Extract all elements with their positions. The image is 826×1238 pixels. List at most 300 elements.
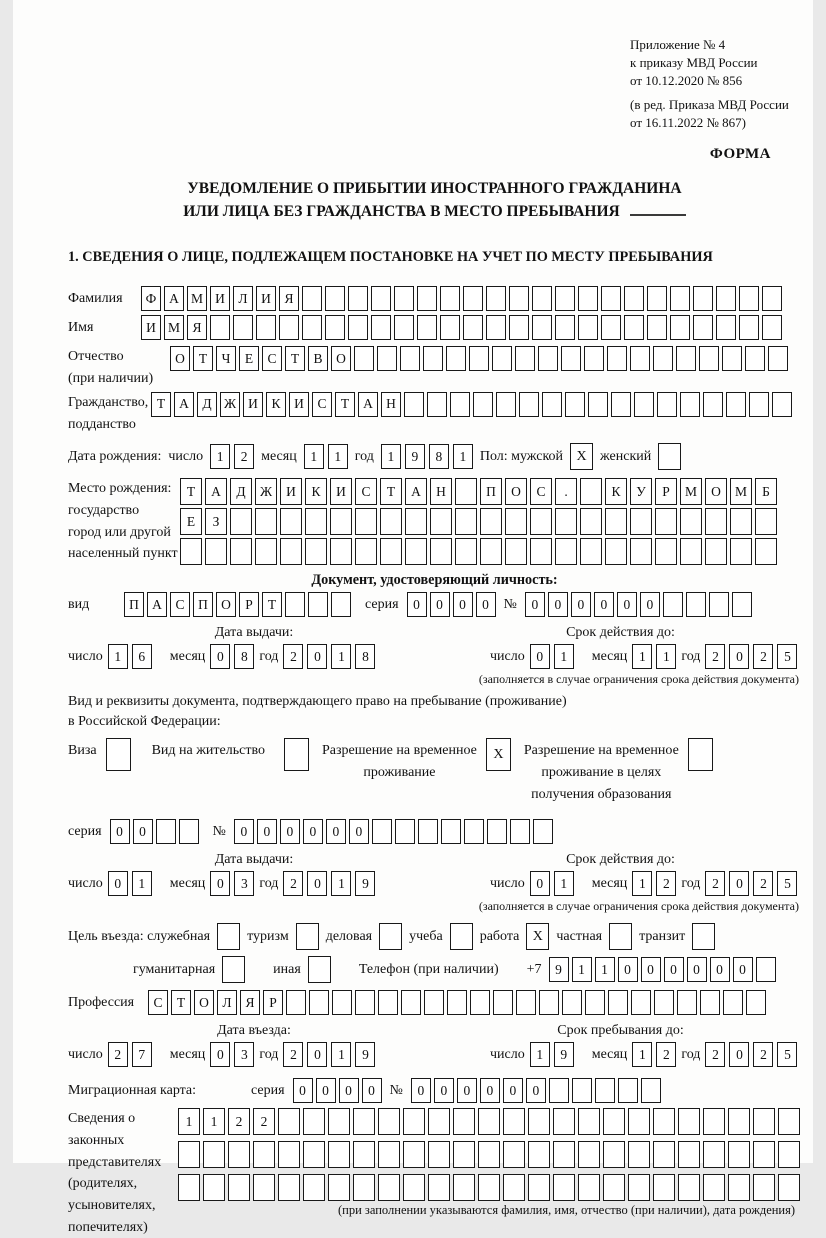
char-cell[interactable]: 0 — [362, 1078, 382, 1103]
char-cell[interactable]: Б — [755, 478, 777, 505]
char-cell[interactable]: Я — [187, 315, 207, 340]
char-cell[interactable]: И — [289, 392, 309, 417]
char-cell[interactable] — [328, 1174, 350, 1201]
char-cell[interactable] — [253, 1141, 275, 1168]
char-cell[interactable] — [353, 1141, 375, 1168]
char-cell[interactable] — [515, 346, 535, 371]
char-cell[interactable] — [353, 1174, 375, 1201]
char-cell[interactable] — [677, 990, 697, 1015]
char-cell[interactable]: 1 — [328, 444, 348, 469]
char-cell[interactable]: Т — [151, 392, 171, 417]
char-cell[interactable] — [403, 1108, 425, 1135]
char-cell[interactable] — [722, 346, 742, 371]
char-cell[interactable] — [403, 1141, 425, 1168]
char-cell[interactable]: 0 — [326, 819, 346, 844]
char-cell[interactable] — [728, 1141, 750, 1168]
char-cell[interactable] — [156, 819, 176, 844]
char-cell[interactable] — [404, 392, 424, 417]
char-cell[interactable] — [303, 1174, 325, 1201]
char-cell[interactable] — [178, 1174, 200, 1201]
char-cell[interactable]: П — [193, 592, 213, 617]
char-cell[interactable] — [430, 538, 452, 565]
char-cell[interactable]: 2 — [705, 871, 725, 896]
char-cell[interactable] — [755, 508, 777, 535]
char-cell[interactable]: И — [210, 286, 230, 311]
char-cell[interactable]: 2 — [228, 1108, 250, 1135]
char-cell[interactable] — [355, 990, 375, 1015]
char-cell[interactable] — [505, 508, 527, 535]
permit-temp-checkbox[interactable]: X — [486, 738, 511, 771]
purpose-humanitarian-checkbox[interactable] — [222, 956, 245, 983]
char-cell[interactable] — [532, 286, 552, 311]
char-cell[interactable] — [631, 990, 651, 1015]
char-cell[interactable]: 0 — [640, 592, 660, 617]
char-cell[interactable]: 0 — [729, 644, 749, 669]
char-cell[interactable]: О — [705, 478, 727, 505]
char-cell[interactable]: К — [266, 392, 286, 417]
char-cell[interactable] — [178, 1141, 200, 1168]
char-cell[interactable]: И — [141, 315, 161, 340]
char-cell[interactable] — [417, 315, 437, 340]
char-cell[interactable]: Р — [239, 592, 259, 617]
char-cell[interactable]: 2 — [753, 644, 773, 669]
char-cell[interactable]: 5 — [777, 871, 797, 896]
char-cell[interactable] — [280, 508, 302, 535]
char-cell[interactable] — [565, 392, 585, 417]
char-cell[interactable] — [473, 392, 493, 417]
char-cell[interactable] — [427, 392, 447, 417]
char-cell[interactable] — [603, 1174, 625, 1201]
char-cell[interactable]: С — [312, 392, 332, 417]
char-cell[interactable]: Р — [263, 990, 283, 1015]
char-cell[interactable] — [256, 315, 276, 340]
char-cell[interactable]: 2 — [705, 1042, 725, 1067]
char-cell[interactable] — [533, 819, 553, 844]
char-cell[interactable]: Д — [230, 478, 252, 505]
purpose-private-checkbox[interactable] — [609, 923, 632, 950]
char-cell[interactable] — [709, 592, 729, 617]
char-cell[interactable]: 1 — [304, 444, 324, 469]
char-cell[interactable] — [279, 315, 299, 340]
char-cell[interactable] — [285, 592, 305, 617]
char-cell[interactable] — [440, 286, 460, 311]
char-cell[interactable] — [446, 346, 466, 371]
char-cell[interactable]: Т — [171, 990, 191, 1015]
char-cell[interactable]: С — [148, 990, 168, 1015]
char-cell[interactable]: 7 — [132, 1042, 152, 1067]
char-cell[interactable] — [305, 508, 327, 535]
char-cell[interactable] — [561, 346, 581, 371]
char-cell[interactable]: 0 — [525, 592, 545, 617]
char-cell[interactable]: Т — [180, 478, 202, 505]
char-cell[interactable]: 8 — [429, 444, 449, 469]
char-cell[interactable] — [585, 990, 605, 1015]
char-cell[interactable] — [378, 1141, 400, 1168]
char-cell[interactable]: 5 — [777, 644, 797, 669]
char-cell[interactable] — [424, 990, 444, 1015]
char-cell[interactable] — [553, 1108, 575, 1135]
char-cell[interactable]: М — [164, 315, 184, 340]
char-cell[interactable] — [542, 392, 562, 417]
char-cell[interactable] — [253, 1174, 275, 1201]
char-cell[interactable] — [493, 990, 513, 1015]
char-cell[interactable] — [630, 346, 650, 371]
char-cell[interactable]: 1 — [331, 871, 351, 896]
char-cell[interactable]: 0 — [710, 957, 730, 982]
char-cell[interactable]: В — [308, 346, 328, 371]
char-cell[interactable] — [655, 538, 677, 565]
char-cell[interactable]: П — [480, 478, 502, 505]
char-cell[interactable] — [441, 819, 461, 844]
char-cell[interactable]: 1 — [331, 644, 351, 669]
char-cell[interactable] — [348, 286, 368, 311]
char-cell[interactable] — [703, 1141, 725, 1168]
char-cell[interactable] — [378, 1108, 400, 1135]
char-cell[interactable] — [530, 508, 552, 535]
char-cell[interactable]: Д — [197, 392, 217, 417]
char-cell[interactable] — [487, 819, 507, 844]
char-cell[interactable] — [618, 1078, 638, 1103]
char-cell[interactable]: Е — [239, 346, 259, 371]
char-cell[interactable]: Р — [655, 478, 677, 505]
char-cell[interactable] — [302, 315, 322, 340]
char-cell[interactable] — [371, 315, 391, 340]
char-cell[interactable]: И — [280, 478, 302, 505]
sex-male-checkbox[interactable]: X — [570, 443, 593, 470]
char-cell[interactable] — [555, 315, 575, 340]
char-cell[interactable]: 0 — [210, 644, 230, 669]
char-cell[interactable]: 0 — [293, 1078, 313, 1103]
char-cell[interactable] — [745, 346, 765, 371]
char-cell[interactable] — [405, 538, 427, 565]
char-cell[interactable] — [578, 1108, 600, 1135]
char-cell[interactable] — [308, 592, 328, 617]
char-cell[interactable]: 1 — [210, 444, 230, 469]
char-cell[interactable]: 0 — [503, 1078, 523, 1103]
purpose-other-checkbox[interactable] — [308, 956, 331, 983]
char-cell[interactable] — [647, 286, 667, 311]
char-cell[interactable]: 0 — [411, 1078, 431, 1103]
char-cell[interactable]: Т — [285, 346, 305, 371]
char-cell[interactable] — [699, 346, 719, 371]
char-cell[interactable]: 0 — [480, 1078, 500, 1103]
char-cell[interactable] — [528, 1141, 550, 1168]
char-cell[interactable]: 3 — [234, 1042, 254, 1067]
char-cell[interactable]: А — [164, 286, 184, 311]
char-cell[interactable] — [653, 346, 673, 371]
char-cell[interactable] — [578, 1174, 600, 1201]
char-cell[interactable] — [400, 346, 420, 371]
char-cell[interactable] — [278, 1108, 300, 1135]
char-cell[interactable] — [405, 508, 427, 535]
char-cell[interactable] — [730, 508, 752, 535]
char-cell[interactable] — [179, 819, 199, 844]
char-cell[interactable] — [478, 1108, 500, 1135]
char-cell[interactable] — [628, 1141, 650, 1168]
char-cell[interactable] — [380, 508, 402, 535]
char-cell[interactable] — [746, 990, 766, 1015]
char-cell[interactable]: 0 — [548, 592, 568, 617]
char-cell[interactable] — [580, 508, 602, 535]
char-cell[interactable] — [510, 819, 530, 844]
char-cell[interactable]: 0 — [476, 592, 496, 617]
char-cell[interactable]: 1 — [595, 957, 615, 982]
char-cell[interactable] — [455, 508, 477, 535]
char-cell[interactable]: 0 — [687, 957, 707, 982]
char-cell[interactable]: С — [262, 346, 282, 371]
char-cell[interactable] — [778, 1108, 800, 1135]
char-cell[interactable] — [601, 315, 621, 340]
char-cell[interactable]: С — [170, 592, 190, 617]
char-cell[interactable]: О — [170, 346, 190, 371]
char-cell[interactable] — [680, 392, 700, 417]
char-cell[interactable] — [394, 315, 414, 340]
char-cell[interactable] — [486, 315, 506, 340]
blank-underline[interactable] — [630, 201, 686, 216]
char-cell[interactable] — [686, 592, 706, 617]
char-cell[interactable]: 0 — [316, 1078, 336, 1103]
char-cell[interactable] — [480, 508, 502, 535]
char-cell[interactable]: Е — [180, 508, 202, 535]
char-cell[interactable]: А — [174, 392, 194, 417]
char-cell[interactable] — [595, 1078, 615, 1103]
char-cell[interactable]: Н — [430, 478, 452, 505]
char-cell[interactable]: 0 — [307, 1042, 327, 1067]
purpose-transit-checkbox[interactable] — [692, 923, 715, 950]
char-cell[interactable] — [549, 1078, 569, 1103]
char-cell[interactable] — [728, 1108, 750, 1135]
char-cell[interactable] — [371, 286, 391, 311]
permit-edu-checkbox[interactable] — [688, 738, 713, 771]
char-cell[interactable] — [455, 478, 477, 505]
char-cell[interactable] — [228, 1174, 250, 1201]
char-cell[interactable] — [753, 1174, 775, 1201]
char-cell[interactable] — [530, 538, 552, 565]
char-cell[interactable] — [603, 1108, 625, 1135]
char-cell[interactable] — [732, 592, 752, 617]
char-cell[interactable] — [578, 1141, 600, 1168]
char-cell[interactable] — [703, 1174, 725, 1201]
char-cell[interactable] — [330, 508, 352, 535]
char-cell[interactable]: 0 — [339, 1078, 359, 1103]
char-cell[interactable]: К — [605, 478, 627, 505]
char-cell[interactable] — [378, 1174, 400, 1201]
char-cell[interactable]: 0 — [729, 1042, 749, 1067]
char-cell[interactable] — [430, 508, 452, 535]
char-cell[interactable] — [716, 286, 736, 311]
char-cell[interactable] — [519, 392, 539, 417]
char-cell[interactable] — [703, 392, 723, 417]
char-cell[interactable] — [325, 315, 345, 340]
char-cell[interactable] — [528, 1174, 550, 1201]
char-cell[interactable] — [584, 346, 604, 371]
char-cell[interactable] — [553, 1174, 575, 1201]
char-cell[interactable]: 1 — [554, 871, 574, 896]
char-cell[interactable] — [605, 538, 627, 565]
char-cell[interactable] — [453, 1141, 475, 1168]
char-cell[interactable] — [762, 315, 782, 340]
char-cell[interactable] — [278, 1141, 300, 1168]
char-cell[interactable]: 2 — [753, 1042, 773, 1067]
char-cell[interactable] — [778, 1141, 800, 1168]
char-cell[interactable] — [653, 1174, 675, 1201]
char-cell[interactable]: 0 — [530, 871, 550, 896]
char-cell[interactable]: 1 — [632, 871, 652, 896]
char-cell[interactable] — [331, 592, 351, 617]
char-cell[interactable] — [328, 1141, 350, 1168]
char-cell[interactable]: 1 — [554, 644, 574, 669]
char-cell[interactable] — [210, 315, 230, 340]
char-cell[interactable]: 2 — [234, 444, 254, 469]
char-cell[interactable] — [353, 1108, 375, 1135]
purpose-business-checkbox[interactable] — [379, 923, 402, 950]
char-cell[interactable]: 9 — [355, 1042, 375, 1067]
char-cell[interactable]: 2 — [753, 871, 773, 896]
char-cell[interactable]: 0 — [617, 592, 637, 617]
char-cell[interactable] — [762, 286, 782, 311]
char-cell[interactable]: 1 — [632, 1042, 652, 1067]
char-cell[interactable]: 0 — [618, 957, 638, 982]
char-cell[interactable] — [578, 315, 598, 340]
char-cell[interactable] — [624, 286, 644, 311]
char-cell[interactable]: К — [305, 478, 327, 505]
char-cell[interactable]: 2 — [656, 1042, 676, 1067]
char-cell[interactable] — [654, 990, 674, 1015]
char-cell[interactable] — [703, 1108, 725, 1135]
char-cell[interactable] — [332, 990, 352, 1015]
char-cell[interactable]: 8 — [234, 644, 254, 669]
char-cell[interactable] — [503, 1141, 525, 1168]
char-cell[interactable] — [469, 346, 489, 371]
char-cell[interactable] — [503, 1108, 525, 1135]
char-cell[interactable] — [705, 508, 727, 535]
char-cell[interactable] — [778, 1174, 800, 1201]
char-cell[interactable] — [630, 538, 652, 565]
char-cell[interactable]: 0 — [733, 957, 753, 982]
char-cell[interactable]: 0 — [530, 644, 550, 669]
char-cell[interactable] — [395, 819, 415, 844]
char-cell[interactable]: 1 — [331, 1042, 351, 1067]
char-cell[interactable]: Ч — [216, 346, 236, 371]
char-cell[interactable]: 2 — [108, 1042, 128, 1067]
char-cell[interactable] — [693, 286, 713, 311]
char-cell[interactable]: 1 — [572, 957, 592, 982]
char-cell[interactable]: 0 — [664, 957, 684, 982]
char-cell[interactable] — [403, 1174, 425, 1201]
char-cell[interactable] — [753, 1108, 775, 1135]
char-cell[interactable]: 2 — [656, 871, 676, 896]
char-cell[interactable] — [716, 315, 736, 340]
char-cell[interactable]: 2 — [283, 871, 303, 896]
char-cell[interactable]: 0 — [210, 1042, 230, 1067]
char-cell[interactable]: З — [205, 508, 227, 535]
char-cell[interactable] — [676, 346, 696, 371]
char-cell[interactable]: 0 — [108, 871, 128, 896]
char-cell[interactable] — [380, 538, 402, 565]
char-cell[interactable] — [580, 538, 602, 565]
char-cell[interactable] — [768, 346, 788, 371]
char-cell[interactable]: 5 — [777, 1042, 797, 1067]
char-cell[interactable] — [278, 1174, 300, 1201]
char-cell[interactable]: С — [355, 478, 377, 505]
char-cell[interactable] — [394, 286, 414, 311]
char-cell[interactable] — [678, 1174, 700, 1201]
char-cell[interactable] — [655, 508, 677, 535]
char-cell[interactable]: Я — [279, 286, 299, 311]
char-cell[interactable] — [509, 315, 529, 340]
char-cell[interactable] — [572, 1078, 592, 1103]
char-cell[interactable] — [480, 538, 502, 565]
char-cell[interactable]: Т — [193, 346, 213, 371]
char-cell[interactable] — [678, 1141, 700, 1168]
char-cell[interactable]: М — [187, 286, 207, 311]
char-cell[interactable] — [628, 1174, 650, 1201]
char-cell[interactable] — [450, 392, 470, 417]
char-cell[interactable] — [377, 346, 397, 371]
char-cell[interactable]: 0 — [307, 644, 327, 669]
char-cell[interactable] — [509, 286, 529, 311]
char-cell[interactable] — [670, 286, 690, 311]
char-cell[interactable] — [203, 1141, 225, 1168]
char-cell[interactable]: 0 — [133, 819, 153, 844]
char-cell[interactable] — [230, 538, 252, 565]
char-cell[interactable] — [641, 1078, 661, 1103]
purpose-tourism-checkbox[interactable] — [296, 923, 319, 950]
char-cell[interactable] — [555, 538, 577, 565]
char-cell[interactable]: А — [205, 478, 227, 505]
char-cell[interactable]: 9 — [355, 871, 375, 896]
char-cell[interactable] — [749, 392, 769, 417]
char-cell[interactable]: 0 — [571, 592, 591, 617]
char-cell[interactable] — [354, 346, 374, 371]
char-cell[interactable] — [447, 990, 467, 1015]
char-cell[interactable]: 2 — [253, 1108, 275, 1135]
char-cell[interactable] — [663, 592, 683, 617]
char-cell[interactable]: Т — [262, 592, 282, 617]
char-cell[interactable] — [233, 315, 253, 340]
char-cell[interactable]: И — [243, 392, 263, 417]
char-cell[interactable]: 1 — [132, 871, 152, 896]
char-cell[interactable] — [653, 1108, 675, 1135]
char-cell[interactable] — [428, 1141, 450, 1168]
char-cell[interactable]: 6 — [132, 644, 152, 669]
char-cell[interactable]: 0 — [234, 819, 254, 844]
char-cell[interactable]: 0 — [280, 819, 300, 844]
char-cell[interactable] — [680, 538, 702, 565]
char-cell[interactable] — [453, 1108, 475, 1135]
char-cell[interactable] — [634, 392, 654, 417]
permit-visa-checkbox[interactable] — [106, 738, 131, 771]
char-cell[interactable] — [739, 315, 759, 340]
char-cell[interactable] — [653, 1141, 675, 1168]
char-cell[interactable]: Н — [381, 392, 401, 417]
char-cell[interactable] — [755, 538, 777, 565]
char-cell[interactable]: Ф — [141, 286, 161, 311]
char-cell[interactable] — [723, 990, 743, 1015]
char-cell[interactable] — [538, 346, 558, 371]
char-cell[interactable]: 1 — [178, 1108, 200, 1135]
char-cell[interactable] — [428, 1108, 450, 1135]
char-cell[interactable]: О — [216, 592, 236, 617]
char-cell[interactable] — [603, 1141, 625, 1168]
char-cell[interactable] — [624, 315, 644, 340]
char-cell[interactable] — [756, 957, 776, 982]
char-cell[interactable] — [309, 990, 329, 1015]
char-cell[interactable] — [286, 990, 306, 1015]
char-cell[interactable] — [553, 1141, 575, 1168]
char-cell[interactable] — [578, 286, 598, 311]
char-cell[interactable] — [453, 1174, 475, 1201]
